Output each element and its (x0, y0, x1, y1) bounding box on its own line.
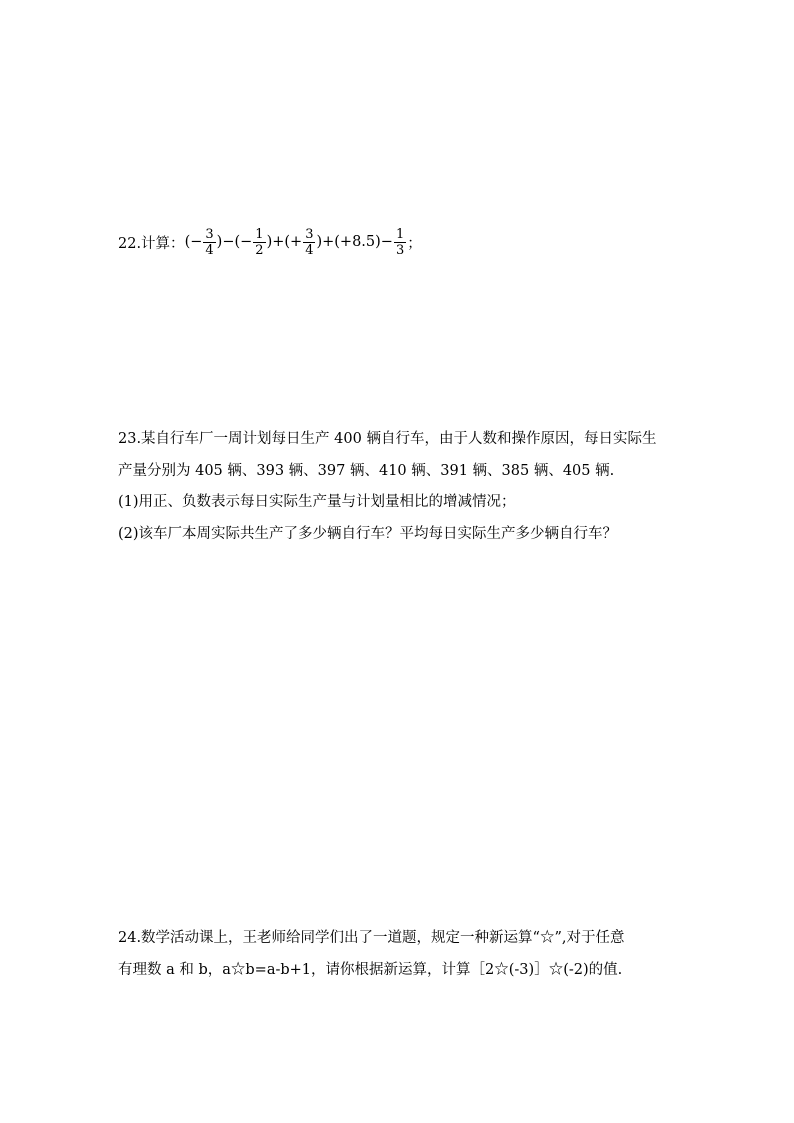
fraction-numerator: 3 (305, 226, 314, 242)
fraction-numerator: 3 (205, 226, 214, 242)
fraction (303, 227, 315, 258)
fraction-denominator: 2 (255, 242, 264, 258)
formula-token: )+(+8.5)− (316, 234, 393, 250)
fraction-denominator: 4 (205, 242, 214, 258)
question-23-line: 23.某自行车厂一周计划每日生产 400 辆自行车，由于人数和操作原因，每日实际生 (118, 431, 657, 447)
fraction (253, 227, 265, 258)
formula-token: )−(− (216, 234, 253, 250)
fraction (203, 227, 215, 258)
question-24-line: 24.数学活动课上，王老师给同学们出了一道题，规定一种新运算“☆”,对于任意 (118, 930, 625, 946)
fraction-numerator: 1 (255, 226, 264, 242)
question-22-formula (118, 222, 698, 262)
fraction-numerator: 1 (395, 226, 405, 242)
question-22-label: 22.计算： (118, 235, 185, 252)
question-24-line: 有理数 a 和 b，a☆b=a-b+1，请你根据新运算，计算［2☆(-3)］☆(-2)的值. (118, 962, 623, 978)
question-23-part-1: (1)用正、负数表示每日实际生产量与计划量相比的增减情况； (118, 494, 516, 510)
question-24 (118, 922, 698, 986)
fraction-denominator: 4 (305, 242, 314, 258)
question-22 (118, 222, 698, 262)
question-23-line: 产量分别为 405 辆、393 辆、397 辆、410 辆、391 辆、385 辆、405 辆. (118, 462, 615, 479)
formula-token: )+(+ (266, 234, 303, 250)
fraction (394, 227, 406, 258)
fraction-denominator: 3 (395, 242, 405, 258)
formula-token: (− (184, 234, 203, 250)
formula-token: ； (407, 235, 422, 252)
question-23-part-2: (2)该车厂本周实际共生产了多少辆自行车？平均每日实际生产多少辆自行车？ (118, 525, 618, 542)
question-23 (118, 424, 698, 550)
